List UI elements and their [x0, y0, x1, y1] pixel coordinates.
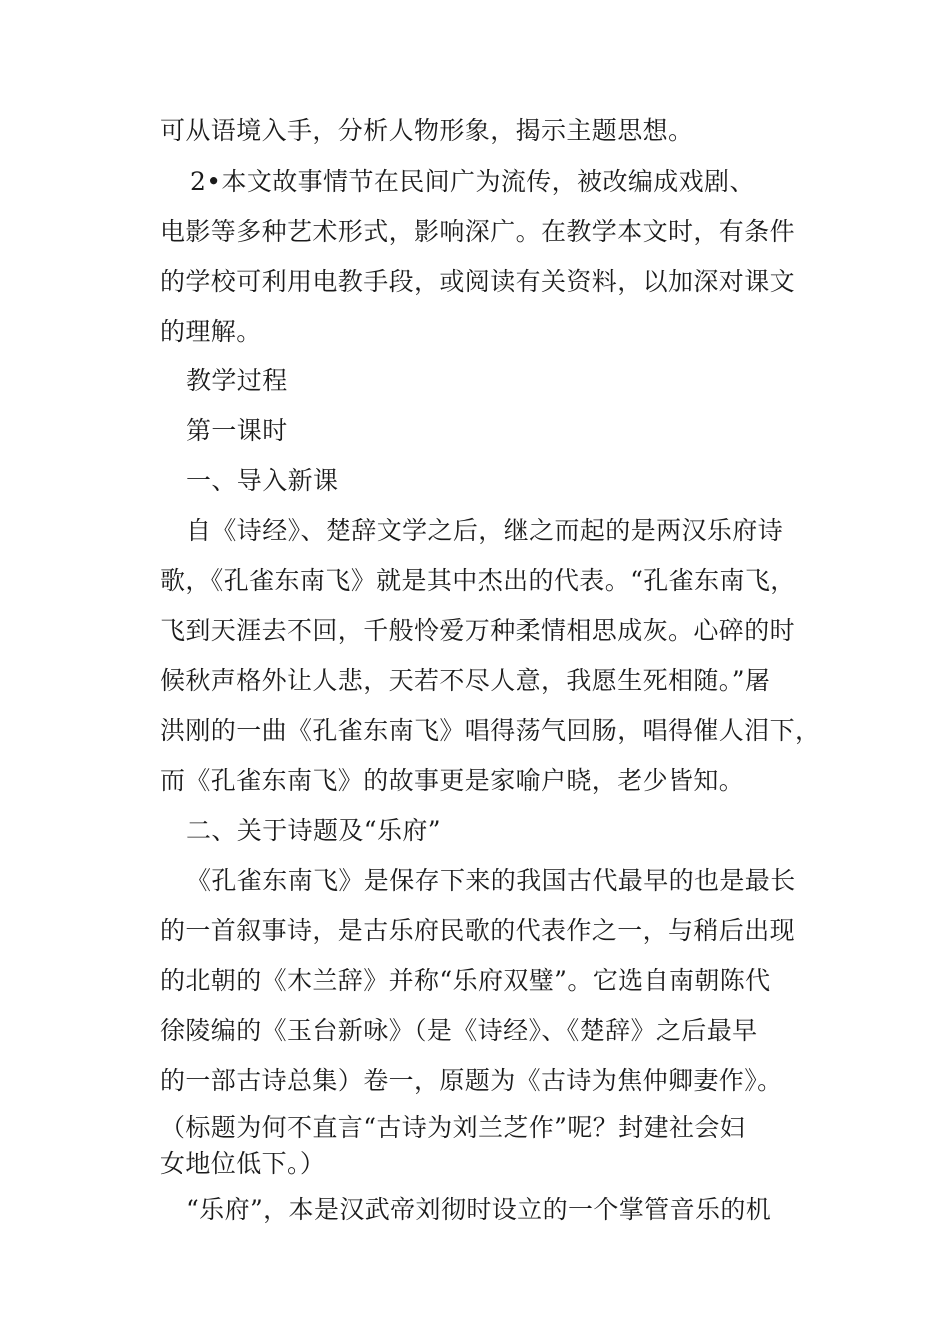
text-line-3: 电影等多种艺术形式，影响深广。在教学本文时，有条件	[160, 217, 796, 246]
text-line-9: 自《诗经》、楚辞文学之后，继之而起的是两汉乐府诗	[186, 516, 784, 545]
heading-first-lesson: 第一课时	[186, 416, 288, 445]
heading-section-1: 一、导入新课	[186, 466, 339, 495]
text-line-23: “乐府”，本是汉武帝刘彻时设立的一个掌管音乐的机	[186, 1195, 772, 1224]
text-line-10: 歌，《孔雀东南飞》就是其中杰出的代表。“孔雀东南飞，	[160, 566, 796, 595]
text-line-16: 《孔雀东南飞》是保存下来的我国古代最早的也是最长	[186, 866, 796, 895]
heading-section-2: 二、关于诗题及“乐府”	[186, 816, 441, 845]
text-line-11: 飞到天涯去不回，千般怜爱万种柔情相思成灰。心碎的时	[160, 616, 796, 645]
heading-teaching-process: 教学过程	[186, 366, 288, 395]
text-line-14: 而《孔雀东南飞》的故事更是家喻户晓，老少皆知。	[160, 766, 745, 795]
text-line-4: 的学校可利用电教手段，或阅读有关资料，以加深对课文	[160, 267, 796, 296]
text-line-13: 洪刚的一曲《孔雀东南飞》唱得荡气回肠，唱得催人泪下，	[160, 716, 821, 745]
text-line-20: 的一部古诗总集）卷一，原题为《古诗为焦仲卿妻作》。	[160, 1066, 783, 1095]
text-line-12: 候秋声格外让人悲，天若不尽人意，我愿生死相随。”屠	[160, 666, 771, 695]
text-line-5: 的理解。	[160, 317, 262, 346]
text-line-21: （标题为何不直言“古诗为刘兰芝作”呢？封建社会妇	[160, 1113, 746, 1142]
text-line-2: 2•本文故事情节在民间广为流传，被改编成戏剧、	[190, 167, 755, 196]
text-line-19: 徐陵编的《玉台新咏》（是《诗经》、《楚辞》之后最早	[160, 1016, 758, 1045]
text-line-1: 可从语境入手，分析人物形象，揭示主题思想。	[160, 116, 694, 145]
text-line-22: 女地位低下。）	[160, 1149, 326, 1178]
text-line-17: 的一首叙事诗，是古乐府民歌的代表作之一，与稍后出现	[160, 916, 796, 945]
text-line-18: 的北朝的《木兰辞》并称“乐府双璧”。它选自南朝陈代	[160, 966, 771, 995]
